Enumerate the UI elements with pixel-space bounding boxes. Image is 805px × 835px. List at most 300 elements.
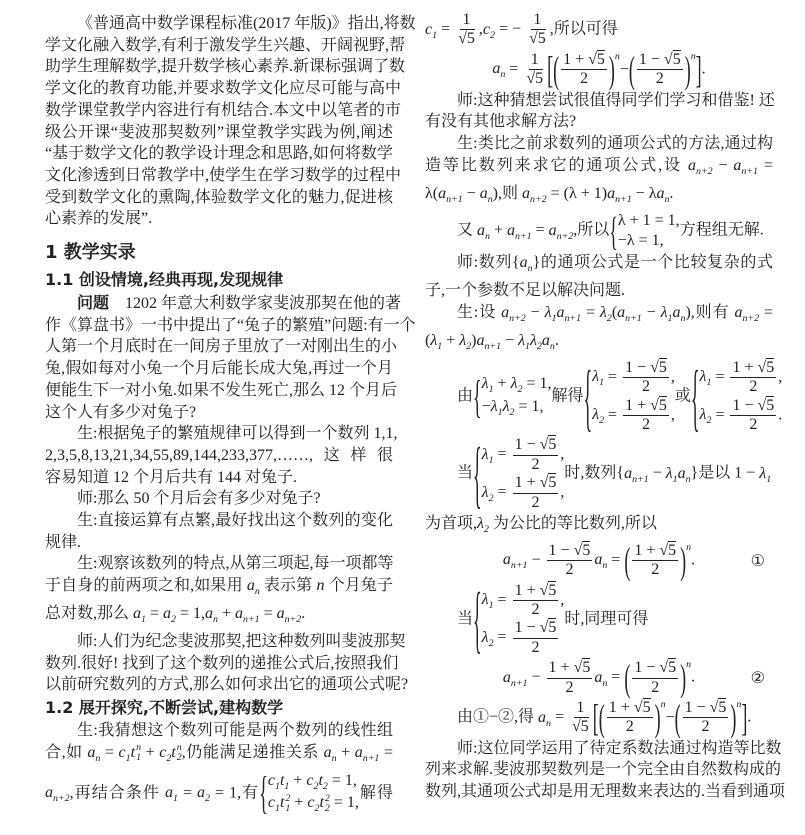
group-content [635, 51, 685, 89]
text-run: + [217, 605, 235, 623]
text-line: 兔,假如每对小兔一个月后能长成大兔,再过一个月 [45, 360, 393, 378]
square-root: √5 [539, 474, 557, 492]
math-variable: $a_{n+1}$ [733, 156, 759, 177]
equation-system [473, 432, 565, 517]
bold-label: 问题 [77, 293, 110, 313]
text-line: 师:那么 50 个月后会有多少对兔子? [77, 490, 321, 508]
group-content [630, 659, 680, 697]
denominator [624, 718, 636, 736]
system-rows [592, 359, 675, 435]
text-run: 为首项, [425, 514, 478, 532]
subscript: n+1 [515, 231, 532, 243]
text-run: 1 − [684, 698, 710, 716]
group-content [559, 51, 609, 89]
text-line: 以前研究数列的方式,那么如何求出它的通项公式呢? [45, 676, 409, 694]
left-paren: ( [628, 48, 635, 91]
system-row [592, 397, 675, 435]
math-variable: $a_{n+2}$ [522, 184, 547, 205]
square-root: √5 [757, 358, 775, 376]
system-row [482, 374, 552, 397]
left-paren: ( [598, 696, 605, 739]
text-line [45, 770, 393, 817]
text-run: 1 [530, 50, 539, 68]
system-row [700, 359, 783, 397]
subscript: n+2 [53, 793, 70, 805]
text-run: 由 [457, 387, 474, 405]
subscript: 2 [599, 415, 605, 427]
text-run: 2 [655, 70, 664, 88]
math-variable: $\lambda_1$ [592, 368, 605, 389]
math-variable: t n 1 [130, 742, 142, 764]
text-run: 2 [531, 601, 540, 619]
system-row [482, 582, 565, 620]
text-run: + [336, 743, 355, 761]
fraction [570, 699, 591, 737]
radicand: 5 [582, 659, 591, 677]
subscript: 2 [706, 415, 712, 427]
math-variable: $a_{n+2}$ [687, 156, 713, 177]
subscript: 1 [599, 377, 605, 389]
denominator [529, 456, 541, 474]
subscript: 1 [667, 313, 673, 325]
text-line [45, 575, 393, 603]
subscript: 1 [497, 406, 503, 418]
text-run: 1 + [563, 50, 589, 68]
numerator [513, 619, 559, 638]
text-run: 于自身的前两项之和,如果用 [45, 577, 247, 595]
text-line: 生:直接运算有点繁,最好找出这个数列的变化 [77, 512, 393, 530]
numerator [574, 699, 586, 718]
text-run: ( [425, 331, 431, 349]
math-variable: $a_{n+1}$ [617, 304, 642, 325]
math-variable: $\lambda_1$ [544, 304, 557, 325]
square-root: √5 [633, 698, 651, 716]
math-variable: $a_n$ [677, 464, 691, 486]
text-run: 1 + [625, 396, 651, 414]
numerator [623, 397, 669, 416]
text-run: . [669, 184, 674, 202]
fraction [632, 542, 678, 580]
superscript: 2 [324, 792, 330, 804]
text-run: 2 [565, 561, 574, 579]
bracket-group [547, 48, 702, 91]
section-heading: 1 教学实录 [45, 242, 136, 264]
radicand: 5 [596, 50, 605, 68]
numerator [623, 359, 669, 378]
text-run: = 1, [327, 771, 357, 789]
subscript: 2 [536, 341, 542, 353]
subscript: n+1 [741, 165, 759, 177]
math-variable: $a_{n+1}$ [502, 551, 528, 572]
fraction [561, 51, 607, 89]
square-root: √5 [709, 698, 727, 716]
system-row [482, 619, 565, 657]
radicand: 5 [672, 50, 681, 68]
radicand: 5 [658, 358, 667, 376]
square-root: √5 [659, 659, 677, 677]
text-run: = [493, 628, 511, 646]
text-run: 2 [580, 70, 588, 88]
text-run: = 1, [175, 605, 205, 623]
subscript: 2 [517, 384, 523, 396]
subscript: 1 [525, 341, 530, 353]
subscript: 2 [488, 638, 494, 650]
text-run: 总对数,那么 [45, 605, 134, 623]
numerator [607, 699, 653, 718]
text-run: 2 [625, 718, 634, 736]
text-line: 容易知道 12 个月后共有 144 对兔子. [45, 468, 298, 486]
text-line [425, 513, 773, 541]
fraction [607, 699, 653, 737]
text-run: 2 [749, 378, 758, 396]
math-variable: $a_{n+1}$ [507, 222, 532, 243]
subscript: n+2 [509, 313, 526, 325]
text-run: , [670, 368, 675, 386]
text-run: − [527, 668, 545, 686]
denominator [456, 30, 477, 48]
text-line: 文化渗透到日常教学中,使学生在学习数学的过程中 [45, 166, 402, 184]
text-line [425, 330, 773, 358]
text-line: 助学生理解数学,提升数学核心素养.新课标强调了数 [45, 58, 406, 76]
right-paren: ) [684, 48, 691, 91]
text-run: 为公比的等比数列,所以 [488, 514, 657, 532]
subscript: 1 [672, 474, 678, 486]
text-run: 1 − [514, 619, 540, 637]
text-run: 合,如 [45, 743, 88, 761]
math-variable: $a_1$ [164, 783, 178, 805]
left-bracket: [ [547, 48, 554, 91]
right-bracket: ] [695, 48, 702, 91]
right-paren: ) [680, 657, 687, 700]
group-content [605, 699, 655, 737]
text-line [425, 698, 773, 738]
text-line: 数学课堂教学内容进行有机结合.本文中以笔者的市 [45, 101, 402, 119]
text-run: + [289, 771, 307, 789]
system-row [268, 771, 359, 794]
fraction [683, 699, 729, 737]
numerator [730, 359, 776, 378]
text-line [425, 10, 773, 50]
numerator [632, 659, 678, 678]
subscript: 1 [274, 803, 280, 815]
left-bracket: [ [592, 696, 599, 739]
text-run: = [379, 743, 394, 761]
math-variable: $a_n$ [594, 551, 608, 572]
left-paren: ( [674, 696, 681, 739]
math-variable: $a_n$ [323, 743, 337, 764]
subscript: 1 [284, 780, 290, 792]
text-run: 又 [457, 222, 478, 240]
math-variable: $\lambda_2$ [599, 304, 612, 325]
subscript: 1 [488, 600, 494, 612]
text-run: 1 + [608, 698, 634, 716]
square-root: √5 [757, 396, 775, 414]
subscript: n+1 [484, 341, 502, 353]
parenthesis-group [628, 48, 696, 91]
fraction [456, 11, 477, 49]
subscript: 2 [324, 802, 330, 814]
text-run: 当 [457, 464, 474, 482]
left-paren: ( [553, 48, 560, 91]
square-root: √5 [572, 718, 589, 736]
left-column [45, 13, 416, 819]
numerator [637, 51, 683, 70]
square-root: √5 [539, 619, 557, 637]
subsection-heading: 1.1 创设情境,经典再现,发现规律 [45, 270, 284, 290]
text-line [425, 252, 773, 280]
display-equation [425, 658, 773, 698]
math-variable: n [316, 577, 325, 595]
text-run: = [711, 368, 729, 386]
text-run: + [489, 222, 507, 240]
math-variable: $c_1$ [267, 771, 280, 792]
subscript: 2 [322, 780, 328, 792]
text-run: 由①−②,得 [457, 708, 539, 726]
text-line: 师:这位同学运用了待定系数法通过构造等比数 [457, 739, 782, 757]
equation-number: ② [750, 670, 765, 688]
text-run: 2 [531, 493, 540, 511]
math-variable: $a_{n+2}$ [734, 304, 760, 325]
math-variable: $a_n$ [656, 184, 670, 205]
denominator [649, 679, 661, 697]
square-root: √5 [526, 70, 544, 88]
math-variable: $a_1$ [133, 605, 146, 626]
text-run: ),则 [492, 184, 523, 202]
math-variable: $a_{n+1}$ [502, 668, 528, 689]
exponent: n [690, 50, 696, 62]
text-line: 人第一个月底时在一间房子里放了一对刚出生的小 [45, 338, 398, 356]
math-variable: $a_n$ [492, 60, 506, 81]
text-run: 方程组无解. [679, 222, 764, 240]
text-line: 子,一个参数不足以解决问题. [425, 282, 626, 300]
square-root: √5 [650, 358, 667, 376]
text-run: }是以 1 − [690, 464, 760, 482]
text-run: ,仍能满足递推关系 [181, 743, 324, 761]
system-row [700, 397, 783, 435]
text-line [45, 603, 393, 631]
system-row [482, 397, 552, 420]
display-equation [425, 541, 773, 581]
math-variable: $\lambda_1$ [481, 591, 494, 612]
text-run: − [665, 708, 675, 726]
text-line [425, 354, 783, 439]
subscript: 2 [314, 803, 320, 815]
subscript: 1 [274, 780, 280, 792]
math-variable: $a_2$ [163, 605, 176, 626]
equation-number: ① [750, 552, 765, 570]
subscript: n [602, 560, 608, 572]
subscript: n+2 [742, 313, 760, 325]
text-run: = [607, 551, 625, 569]
system-row [482, 474, 565, 512]
text-run: ) [471, 331, 477, 349]
text-run: 1 [533, 11, 542, 28]
bracket-group [592, 696, 748, 739]
text-run: 造等比数列来求它的通项公式,设 [425, 156, 688, 174]
math-variable: $a_2$ [197, 783, 210, 805]
text-line [45, 292, 402, 315]
math-variable: $\lambda_1$ [481, 375, 494, 396]
right-column [425, 10, 786, 803]
text-run: 2 [749, 416, 758, 433]
subscript: 2 [606, 313, 612, 325]
text-run: − [619, 60, 629, 78]
text-run: , [778, 368, 783, 386]
radicand: 5 [766, 358, 775, 376]
system-rows [268, 771, 359, 816]
group-content [630, 542, 680, 580]
denominator [649, 561, 661, 579]
math-variable: $a_n$ [538, 708, 551, 729]
math-variable: $a_{n+2}$ [548, 222, 574, 243]
text-line [425, 432, 773, 517]
text-run: 1 [462, 11, 471, 28]
text-run: 2 [531, 455, 540, 473]
denominator [529, 494, 541, 512]
math-variable: $a_n$ [672, 304, 686, 325]
subscript: 1 [285, 802, 291, 814]
text-run: = [711, 406, 729, 424]
text-run: 2 [565, 678, 574, 696]
equation-system [583, 354, 675, 439]
text-run: = [550, 708, 569, 726]
math-variable: $\lambda_1$ [660, 304, 673, 325]
text-run: , [560, 483, 565, 501]
text-run: = 1, [329, 794, 359, 812]
math-variable: $c_1$ [267, 794, 280, 815]
subscript: n [546, 717, 551, 729]
text-run: 时,同理可得 [564, 610, 649, 628]
text-run: 1 + [514, 474, 540, 492]
math-variable: $\lambda_1$ [665, 464, 678, 486]
text-run: 2 [701, 718, 710, 736]
subscript: 2 [483, 524, 489, 536]
text-run: 解得 [358, 783, 393, 801]
denominator [747, 416, 759, 434]
subscript: 1 [141, 614, 146, 626]
subscript: 1 [706, 377, 712, 389]
text-line: 作《算盘书》一书中提出了“兔子的繁殖”问题:有一个 [45, 316, 416, 334]
math-variable: $a_{n+2}$ [276, 605, 302, 626]
fraction [623, 397, 669, 435]
text-run: . [701, 60, 706, 78]
text-run: = 1, [514, 397, 544, 415]
display-equation [425, 50, 773, 90]
text-run: ,所以 [573, 222, 610, 240]
equation-system [609, 209, 680, 254]
square-root: √5 [528, 30, 546, 48]
subscript: n+1 [242, 614, 260, 626]
text-run: = 1, [522, 375, 552, 393]
text-run: = [505, 60, 523, 78]
subscript: n [527, 263, 533, 275]
text-run: = [531, 222, 549, 240]
radicand: 5 [466, 30, 475, 48]
fraction [524, 51, 545, 89]
exponent: n [736, 698, 742, 710]
text-line: 这个人有多少对兔子? [45, 403, 197, 421]
math-variable: $\lambda_1$ [699, 368, 712, 389]
parenthesis-group [553, 48, 620, 91]
math-variable: $\lambda_2$ [477, 514, 489, 536]
math-variable: $\lambda_2$ [481, 628, 494, 650]
text-run: = [259, 605, 277, 623]
text-run: 1 − [732, 396, 758, 414]
superscript: n [176, 742, 182, 754]
math-variable: $a_n$ [541, 331, 555, 353]
text-line: 数列.很好! 找到了这个数列的递推公式后,按照我们 [45, 654, 399, 672]
exponent: n [686, 659, 692, 671]
math-variable: $c_1$ [118, 743, 131, 764]
denominator [578, 70, 590, 88]
text-line: 级公开课“斐波那契数列”课堂教学实践为例,阐述 [45, 123, 393, 141]
denominator [563, 679, 575, 697]
subscript: n+1 [632, 474, 649, 486]
math-variable: $\lambda_1$ [490, 397, 503, 418]
system-rows [482, 582, 565, 658]
text-run: = [607, 668, 625, 686]
text-run: −λ = 1, [617, 232, 664, 250]
denominator [747, 378, 759, 396]
superscript: 2 [285, 792, 291, 804]
text-run: 1 − [634, 659, 660, 677]
text-line [425, 155, 773, 183]
text-line: 2,3,5,8,13,21,34,55,89,144,233,377,……,这样很 [45, 446, 393, 464]
text-run: 1 + [732, 358, 758, 376]
subscript: n [95, 752, 101, 764]
text-run: ),则有 [685, 304, 735, 322]
text-run: 1 − [625, 358, 651, 376]
numerator [513, 436, 559, 455]
square-root: √5 [588, 50, 605, 68]
square-root: √5 [650, 396, 667, 414]
math-variable: $a_{n+1}$ [438, 184, 463, 205]
math-variable: $c_2$ [307, 794, 320, 815]
text-run: . [691, 551, 696, 569]
square-root: √5 [539, 436, 557, 454]
radicand: 5 [766, 396, 775, 414]
text-run: = [100, 743, 119, 761]
subscript: n [212, 614, 218, 626]
text-run: 时,数列{ [564, 464, 625, 482]
text-line [425, 577, 773, 662]
math-variable: t 2 2 [319, 792, 330, 814]
subscript: 1 [437, 341, 443, 353]
math-variable: $\lambda_2$ [481, 483, 494, 504]
fraction [513, 619, 559, 657]
text-line: 心素养的发展”. [45, 210, 153, 228]
text-run: 1 − [548, 541, 574, 559]
text-run: , [478, 20, 483, 38]
system-row [268, 793, 359, 816]
radicand: 5 [537, 30, 546, 48]
subscript: 2 [509, 406, 515, 418]
text-run: − λ [631, 184, 657, 202]
text-run: , [670, 406, 675, 424]
system-row [592, 359, 675, 397]
radicand: 5 [658, 396, 667, 414]
subscript: n+1 [510, 560, 528, 572]
subscript: 2 [466, 341, 472, 353]
subscript: 1 [488, 455, 494, 467]
text-run: − [641, 304, 661, 322]
exponent: n [660, 698, 666, 710]
math-variable: $\lambda_1$ [430, 331, 443, 353]
fraction [623, 359, 669, 397]
math-variable: $a_n$ [87, 743, 101, 764]
fraction [637, 51, 683, 89]
left-paren: ( [624, 657, 631, 700]
